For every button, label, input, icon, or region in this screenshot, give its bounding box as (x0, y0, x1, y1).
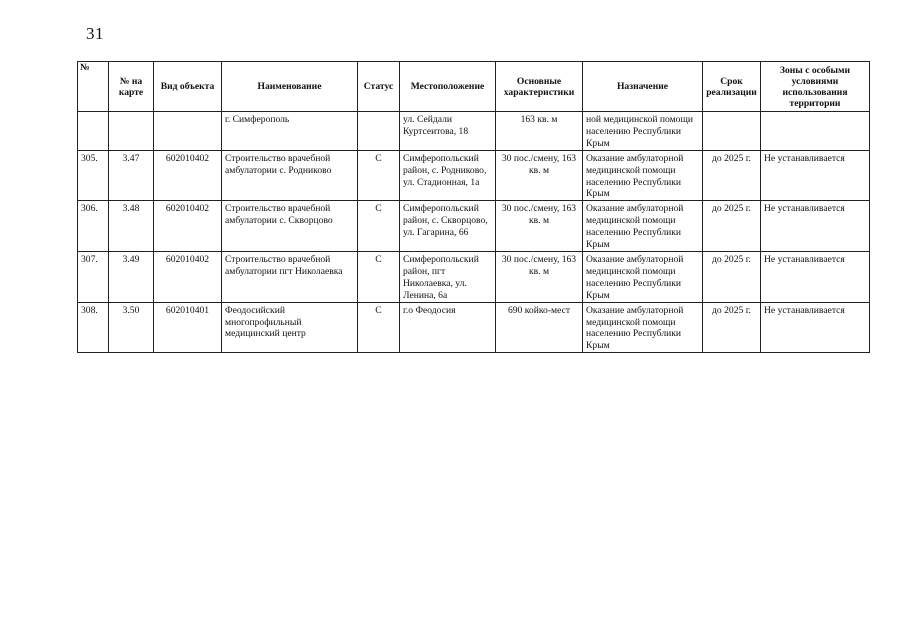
cell-status: С (358, 302, 400, 353)
cell-status: С (358, 150, 400, 201)
cell-deadline: до 2025 г. (703, 251, 761, 302)
cell-object-type: 602010402 (154, 150, 222, 201)
cell-map-num: 3.50 (109, 302, 154, 353)
table-header-row (78, 62, 870, 112)
header-zones: Зоны с особыми условиями использования территории (761, 62, 870, 112)
cell-map-num (109, 112, 154, 151)
cell-purpose: Оказание амбулаторной медицинской помощи населению Республики Крым (583, 201, 703, 252)
page-number: 31 (86, 24, 104, 43)
cell-zones (761, 112, 870, 151)
cell-purpose: ной медицинской помощи населению Республики Крым (583, 112, 703, 151)
cell-deadline: до 2025 г. (703, 302, 761, 353)
cell-num: 307. (78, 251, 109, 302)
cell-name: Строительство врачебной амбулатории пгт Николаевка (222, 251, 358, 302)
header-map-num: № на карте (109, 62, 154, 112)
cell-name: г. Симферополь (222, 112, 358, 151)
cell-deadline: до 2025 г. (703, 201, 761, 252)
table-row (78, 201, 870, 252)
cell-location: Симферопольский район, с. Скворцово, ул. Гагарина, 66 (400, 201, 496, 252)
cell-location: г.о Феодосия (400, 302, 496, 353)
cell-zones: Не устанавливается (761, 150, 870, 201)
cell-status: С (358, 251, 400, 302)
facilities-table (77, 61, 870, 353)
cell-num: 305. (78, 150, 109, 201)
cell-object-type: 602010401 (154, 302, 222, 353)
cell-name: Строительство врачебной амбулатории с. Родниково (222, 150, 358, 201)
table-row (78, 150, 870, 201)
cell-object-type: 602010402 (154, 201, 222, 252)
cell-object-type (154, 112, 222, 151)
cell-purpose: Оказание амбулаторной медицинской помощи населению Республики Крым (583, 150, 703, 201)
cell-purpose: Оказание амбулаторной медицинской помощи населению Республики Крым (583, 251, 703, 302)
cell-map-num: 3.49 (109, 251, 154, 302)
table-row (78, 112, 870, 151)
cell-num (78, 112, 109, 151)
header-location: Местоположение (400, 62, 496, 112)
cell-name: Феодосийский многопрофильный медицинский центр (222, 302, 358, 353)
cell-purpose: Оказание амбулаторной медицинской помощи населению Республики Крым (583, 302, 703, 353)
cell-map-num: 3.48 (109, 201, 154, 252)
cell-status: С (358, 201, 400, 252)
cell-characteristics: 30 пос./смену, 163 кв. м (496, 150, 583, 201)
cell-num: 306. (78, 201, 109, 252)
header-status: Статус (358, 62, 400, 112)
cell-zones: Не устанавливается (761, 302, 870, 353)
cell-characteristics: 163 кв. м (496, 112, 583, 151)
header-purpose: Назначение (583, 62, 703, 112)
cell-status (358, 112, 400, 151)
header-characteristics: Основные характеристики (496, 62, 583, 112)
table-row (78, 251, 870, 302)
cell-location: Симферопольский район, пгт Николаевка, ул. Ленина, 6а (400, 251, 496, 302)
header-deadline: Срок реализации (703, 62, 761, 112)
cell-characteristics: 30 пос./смену, 163 кв. м (496, 201, 583, 252)
cell-characteristics: 30 пос./смену, 163 кв. м (496, 251, 583, 302)
header-num: № (78, 62, 109, 112)
cell-characteristics: 690 койко-мест (496, 302, 583, 353)
cell-location: Симферопольский район, с. Родниково, ул. Стадионная, 1а (400, 150, 496, 201)
cell-object-type: 602010402 (154, 251, 222, 302)
cell-zones: Не устанавливается (761, 201, 870, 252)
header-name: Наименование (222, 62, 358, 112)
table-row (78, 302, 870, 353)
cell-num: 308. (78, 302, 109, 353)
cell-location: ул. Сейдали Куртсеитова, 18 (400, 112, 496, 151)
cell-deadline (703, 112, 761, 151)
cell-map-num: 3.47 (109, 150, 154, 201)
cell-zones: Не устанавливается (761, 251, 870, 302)
cell-deadline: до 2025 г. (703, 150, 761, 201)
cell-name: Строительство врачебной амбулатории с. Скворцово (222, 201, 358, 252)
header-object-type: Вид объекта (154, 62, 222, 112)
